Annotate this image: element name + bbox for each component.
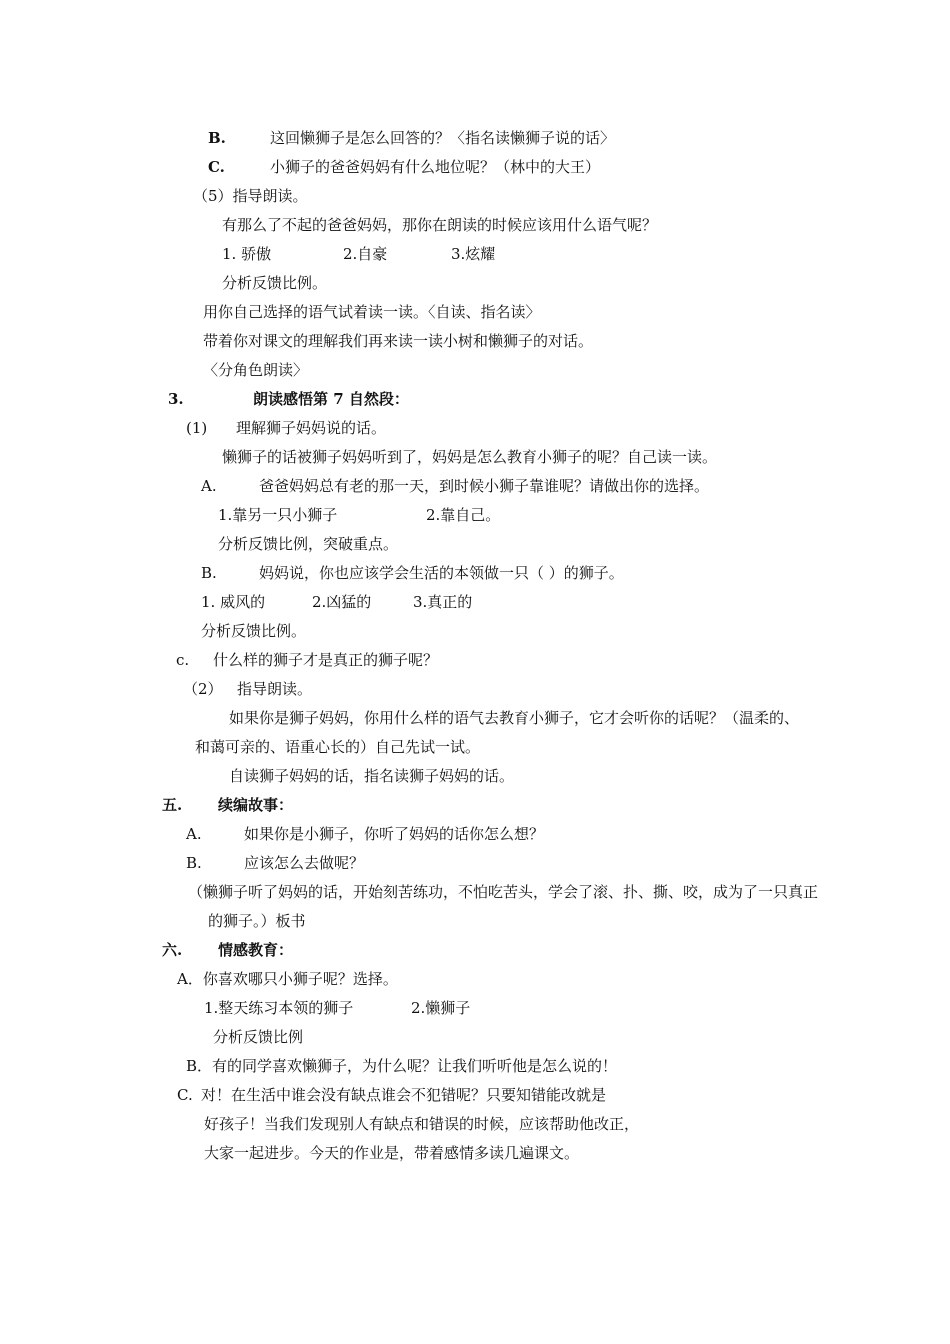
doc-line [188, 882, 818, 902]
line-text: 理解狮子妈妈说的话。 [236, 419, 387, 437]
line-text: 带着你对课文的理解我们再来读一读小树和懒狮子的对话。 [203, 332, 594, 350]
doc-line [218, 534, 398, 554]
option-item: 2.懒狮子 [411, 999, 471, 1017]
option-item: 1. 威风的 [201, 593, 266, 611]
doc-line [176, 650, 438, 670]
item-label: B. [208, 129, 226, 147]
options-row [222, 244, 495, 264]
item-label: A. [201, 477, 217, 495]
option-item: 1.靠另一只小狮子 [218, 506, 338, 524]
item-label: A. [186, 825, 202, 843]
line-text: 分析反馈比例。 [222, 274, 328, 292]
line-text: 续编故事： [218, 796, 294, 814]
options-row [204, 998, 470, 1018]
line-text: 小狮子的爸爸妈妈有什么地位呢？（林中的大王） [270, 158, 601, 176]
option-item: 1.整天练习本领的狮子 [204, 999, 354, 1017]
doc-line [186, 1056, 617, 1076]
doc-line [208, 128, 615, 148]
line-text: 朗读感悟第 7 自然段： [253, 390, 409, 408]
line-text: 分析反馈比例 [213, 1028, 304, 1046]
item-label: 六. [162, 941, 183, 959]
doc-line [186, 824, 544, 844]
item-label: C. [208, 158, 225, 176]
doc-line [204, 1143, 579, 1163]
line-text: 懒狮子的话被狮子妈妈听到了，妈妈是怎么教育小狮子的呢？自己读一读。 [222, 448, 718, 466]
doc-line [177, 1085, 606, 1105]
options-row [201, 592, 472, 612]
line-text: （5）指导朗读。 [193, 187, 308, 205]
item-label: (1) [186, 419, 208, 437]
line-text: 什么样的狮子才是真正的狮子呢？ [213, 651, 439, 669]
doc-line [203, 360, 308, 380]
doc-line [203, 331, 593, 351]
doc-line [201, 563, 624, 583]
doc-line [213, 1027, 303, 1047]
line-text: 指导朗读。 [237, 680, 313, 698]
line-text: 妈妈说，你也应该学会生活的本领做一只（ ）的狮子。 [259, 564, 624, 582]
option-item: 1. 骄傲 [222, 245, 272, 263]
doc-line [186, 853, 364, 873]
doc-line [229, 708, 799, 728]
doc-line [201, 476, 709, 496]
line-text: 的狮子。）板书 [208, 912, 306, 930]
line-text: 分析反馈比例，突破重点。 [218, 535, 399, 553]
line-text: 和蔼可亲的、语重心长的）自己先试一试。 [195, 738, 481, 756]
item-label: 3. [168, 390, 184, 408]
option-item: 2.自豪 [343, 245, 388, 263]
line-text: 应该怎么去做呢？ [244, 854, 365, 872]
section-heading [162, 940, 293, 960]
line-text: 情感教育： [218, 941, 294, 959]
line-text: 用你自己选择的语气试着读一读。〈自读、指名读〉 [203, 303, 541, 321]
doc-line [204, 1114, 639, 1134]
line-text: 〈分角色朗读〉 [203, 361, 309, 379]
line-text: （懒狮子听了妈妈的话，开始刻苦练功，不怕吃苦头，学会了滚、扑、撕、咬，成为了一只真正 [188, 883, 819, 901]
section-heading [168, 389, 409, 409]
line-text: 分析反馈比例。 [201, 622, 307, 640]
doc-line [229, 766, 514, 786]
line-text: A．你喜欢哪只小狮子呢？选择。 [177, 970, 398, 988]
doc-line [186, 418, 386, 438]
doc-line [208, 911, 306, 931]
option-item: 2.凶猛的 [312, 593, 372, 611]
option-item: 3.炫耀 [451, 245, 496, 263]
doc-line [222, 215, 657, 235]
option-item: 2.靠自己。 [426, 506, 501, 524]
line-text: 爸爸妈妈总有老的那一天，到时候小狮子靠谁呢？请做出你的选择。 [259, 477, 710, 495]
line-text: 大家一起进步。今天的作业是，带着感情多读几遍课文。 [204, 1144, 580, 1162]
doc-line [208, 157, 600, 177]
line-text: 如果你是小狮子，你听了妈妈的话你怎么想？ [244, 825, 545, 843]
option-item: 3.真正的 [413, 593, 473, 611]
line-text: 这回懒狮子是怎么回答的？〈指名读懒狮子说的话〉 [270, 129, 616, 147]
line-text: 好孩子！当我们发现别人有缺点和错误的时候，应该帮助他改正， [204, 1115, 640, 1133]
doc-line [195, 737, 480, 757]
doc-line [193, 186, 308, 206]
item-label: （2） [183, 680, 223, 698]
doc-line [201, 621, 306, 641]
doc-line [183, 679, 312, 699]
line-text: 有那么了不起的爸爸妈妈，那你在朗读的时候应该用什么语气呢？ [222, 216, 658, 234]
item-label: C. [177, 1086, 193, 1104]
line-text: 如果你是狮子妈妈，你用什么样的语气去教育小狮子，它才会听你的话呢？（温柔的、 [229, 709, 800, 727]
doc-line [177, 969, 398, 989]
item-label: B. [201, 564, 217, 582]
doc-line [222, 273, 327, 293]
line-text: 对！在生活中谁会没有缺点谁会不犯错呢？只要知错能改就是 [201, 1086, 607, 1104]
item-label: c. [176, 651, 190, 669]
section-heading [162, 795, 293, 815]
line-text: B．有的同学喜欢懒狮子，为什么呢？让我们听听他是怎么说的！ [186, 1057, 618, 1075]
line-text: 自读狮子妈妈的话，指名读狮子妈妈的话。 [229, 767, 515, 785]
doc-line [222, 447, 717, 467]
options-row [218, 505, 500, 525]
item-label: B. [186, 854, 202, 872]
doc-line [203, 302, 541, 322]
item-label: 五. [162, 796, 183, 814]
